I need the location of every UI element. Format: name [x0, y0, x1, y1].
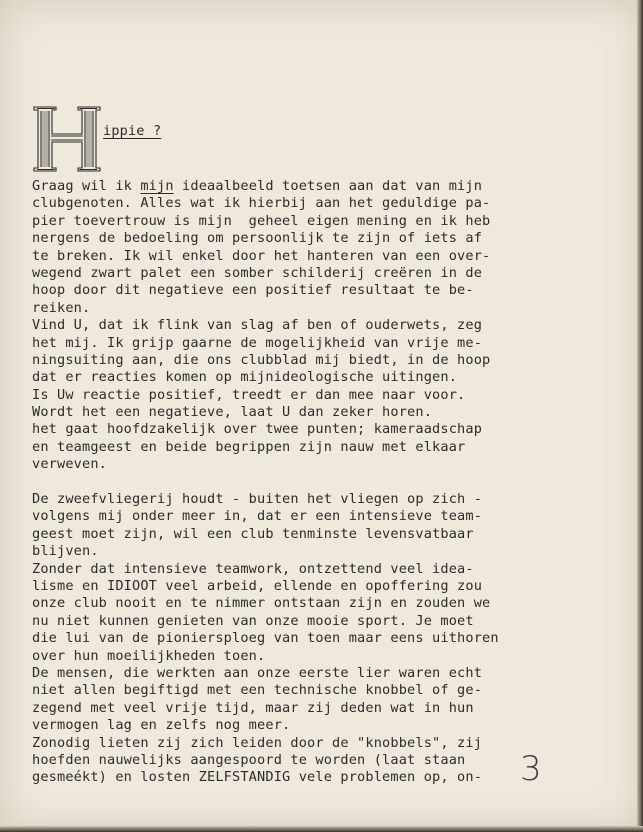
drop-cap-letter — [30, 103, 104, 175]
page-number: 3 — [520, 749, 542, 789]
text-line: ningsuiting aan, die ons clubblad mij biedt, in de hoop — [32, 351, 491, 368]
text-line — [32, 178, 592, 195]
text-line: vermogen lag en zelfs nog meer. — [32, 717, 291, 734]
text-line: het gaat hoofdzakelijk over twee punten; kameraadschap — [32, 421, 483, 438]
text-line: wegend zwart palet een somber schilderij creëren in de — [32, 264, 483, 281]
text-line: nergens de bedoeling om persoonlijk te zijn of iets af — [32, 230, 483, 247]
paragraph-1 — [32, 178, 592, 474]
text-line: Zonodig lieten zij zich leiden door de "knobbels", zij — [32, 734, 483, 751]
text-line: niet allen begiftigd met een technische knobbel of ge- — [32, 682, 483, 699]
heading-text: ippie ? — [103, 123, 162, 139]
text-line: blijven. — [32, 543, 99, 560]
text-line: nu niet kunnen genieten van onze mooie sport. Je moet — [32, 612, 474, 629]
page-bottom-shadow — [0, 826, 643, 832]
text-line: Vind U, dat ik flink van slag af ben of ouderwets, zeg — [32, 317, 483, 334]
text-line: gesmeékt) en losten ZELFSTANDIG vele problemen op, on- — [32, 769, 483, 786]
text-line: dat er reacties komen op mijnideologische uitingen. — [32, 369, 458, 386]
text-line: over hun moeilijkheden toen. — [32, 647, 266, 664]
paragraph-spacer — [32, 474, 592, 491]
text-line: die lui van de pioniersploeg van toen maar eens uithoren — [32, 630, 499, 647]
text-line: verweven. — [32, 456, 108, 473]
text-line: Zonder dat intensieve teamwork, ontzettend veel idea- — [32, 560, 474, 577]
text-line: De zweefvliegerij houdt - buiten het vliegen op zich - — [32, 491, 483, 508]
text-line: hoefden nauwelijks aangespoord te worden (laat staan — [32, 751, 466, 768]
text-line: het mij. Ik grijp gaarne de mogelijkheid van vrije me- — [32, 334, 483, 351]
text-line: volgens mij onder meer in, dat er een intensieve team- — [32, 508, 483, 525]
text-line: Wordt het een negatieve, laat U dan zeker horen. — [32, 404, 433, 421]
text-fragment: Graag wil ik — [32, 178, 141, 194]
underlined-word: mijn — [140, 178, 174, 194]
text-line: De mensen, die werkten aan onze eerste lier waren echt — [32, 664, 483, 681]
text-line: clubgenoten. Alles wat ik hierbij aan het geduldige pa- — [32, 195, 491, 212]
drop-cap-h-glyph — [30, 103, 104, 175]
text-line: en teamgeest en beide begrippen zijn nauw met elkaar — [32, 438, 466, 455]
text-line: zegend met veel vrije tijd, maar zij deden wat in hun — [32, 699, 474, 716]
text-line: pier toevertrouw is mijn geheel eigen mening en ik heb — [32, 212, 491, 229]
text-line: lisme en IDIOOT veel arbeid, ellende en opoffering zou — [32, 577, 483, 594]
paragraph-2 — [32, 491, 592, 787]
text-fragment: ideaalbeeld toetsen aan dat van mijn — [182, 178, 483, 194]
article-body — [32, 178, 592, 787]
text-line: reiken. — [32, 299, 91, 316]
text-line: Is Uw reactie positief, treedt er dan mee naar voor. — [32, 386, 466, 403]
text-line: te breken. Ik wil enkel door het hanteren van een over- — [32, 247, 491, 264]
text-line: geest moet zijn, wil een club tenminste levensvatbaar — [32, 525, 474, 542]
text-line: hoop door dit negatieve een positief resultaat te be- — [32, 282, 474, 299]
text-line: onze club nooit en te nimmer ontstaan zijn en zouden we — [32, 595, 491, 612]
page-edge-shadow — [637, 0, 643, 832]
